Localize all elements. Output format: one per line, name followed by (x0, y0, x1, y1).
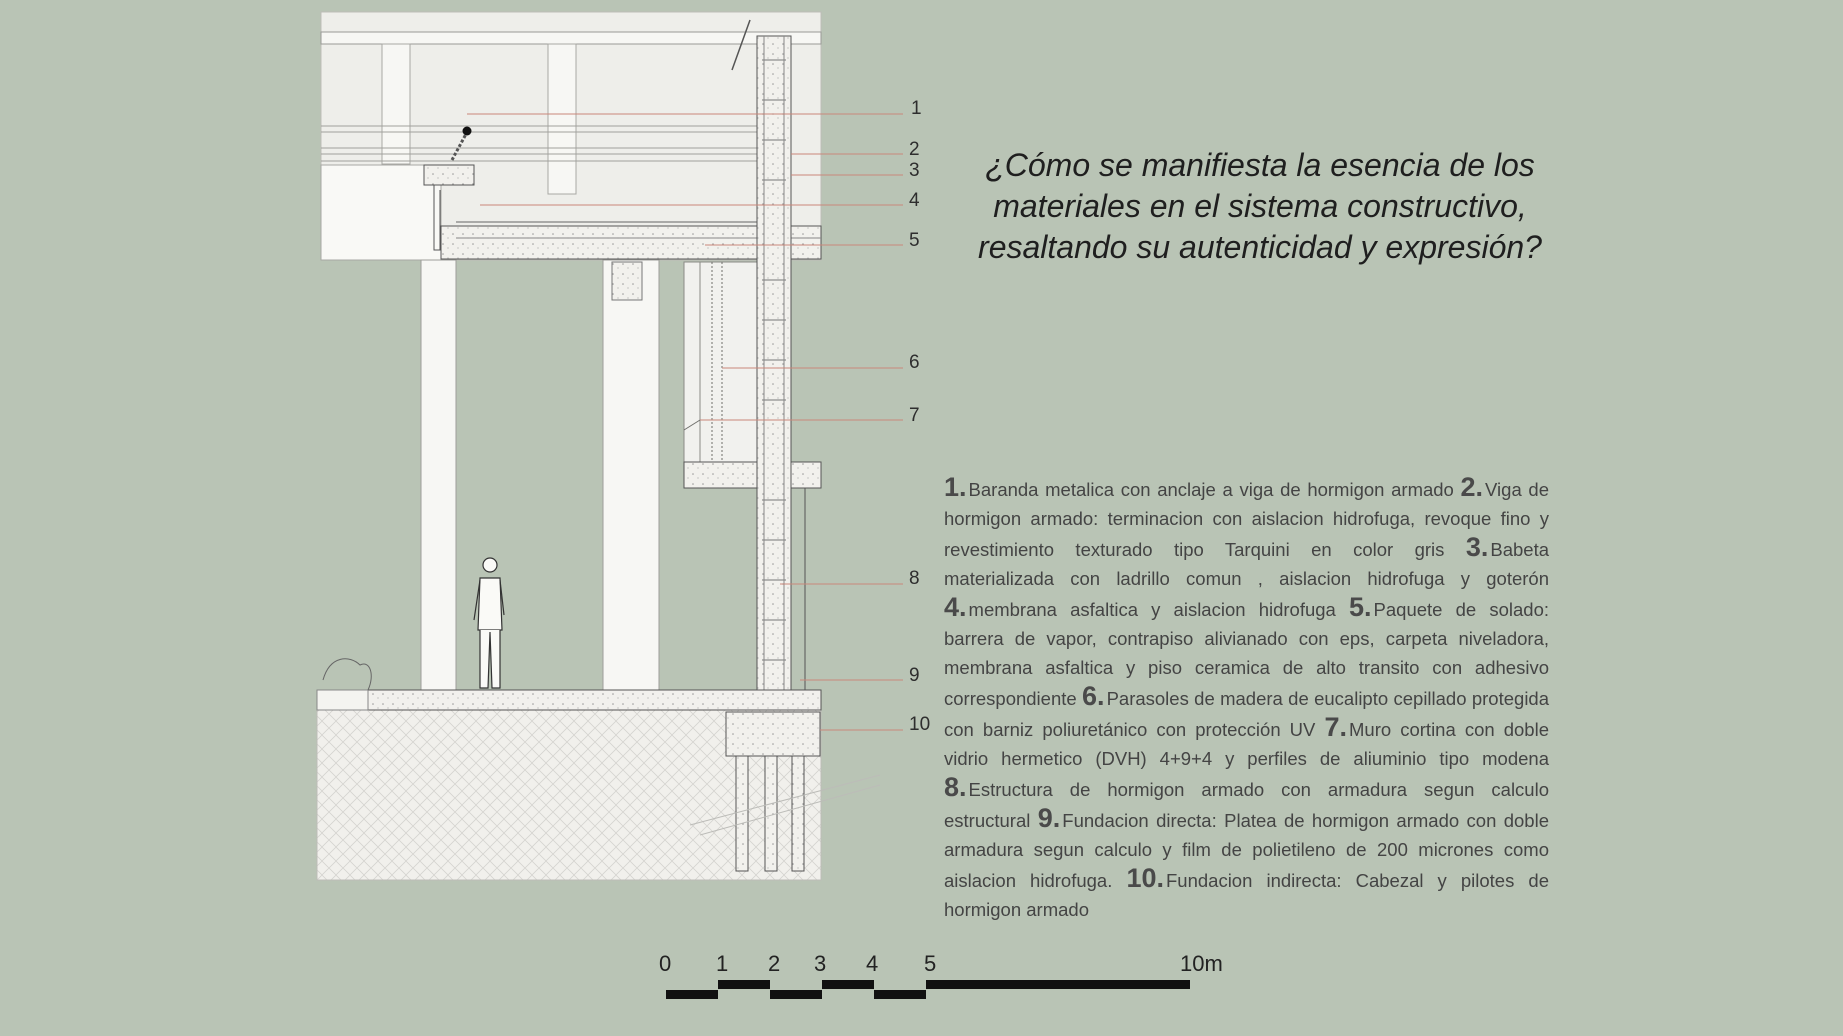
scale-label-4: 4 (866, 951, 879, 976)
legend-text-2: Viga de hormigon armado: terminacion con aislacion hidrofuga, revoque fino y revestimiento texturado tipo Tarquini en color gris (944, 479, 1549, 560)
scale-label-2: 2 (768, 951, 781, 976)
callout-10: 10 (909, 714, 931, 735)
legend-num-5: 5. (1349, 592, 1372, 622)
callout-2: 2 (909, 139, 920, 160)
legend-text-7: Muro cortina con doble vidrio hermetico (DVH) 4+9+4 y perfiles de aliuminio tipo modena (944, 719, 1549, 769)
callout-4: 4 (909, 190, 920, 211)
columns (421, 260, 659, 690)
scale-label-1: 1 (716, 951, 729, 976)
legend-text (944, 473, 1549, 924)
scale-label-3: 3 (814, 951, 827, 976)
scale-label-5: 5 (924, 951, 937, 976)
legend-text-4: membrana asfaltica y aislacion hidrofuga (968, 599, 1336, 620)
heading-question: ¿Cómo se manifiesta la esencia de los materiales en el sistema constructivo, resaltando su autenticidad y expresión? (978, 147, 1542, 265)
legend-text-5: Paquete de solado: barrera de vapor, contrapiso alivianado con eps, carpeta niveladora, membrana asfaltica y piso ceramica de alto transito con adhesivo correspondiente (944, 599, 1550, 709)
callout-6: 6 (909, 352, 920, 373)
upper-structure (321, 12, 821, 260)
callout-5: 5 (909, 230, 920, 251)
human-figure (474, 558, 504, 688)
legend-num-2: 2. (1460, 472, 1484, 502)
shrub-outline (323, 659, 371, 690)
callout-7: 7 (909, 405, 920, 426)
callout-8: 8 (909, 568, 920, 589)
legend-text-3: Babeta materializada con ladrillo comun , aislacion hidrofuga y goterón (944, 539, 1549, 589)
callout-9: 9 (909, 665, 920, 686)
legend-num-1: 1. (944, 472, 967, 502)
scale-label-10m: 10m (1180, 951, 1223, 976)
legend-num-3: 3. (1465, 532, 1489, 562)
callout-1: 1 (911, 98, 922, 119)
legend-num-6: 6. (1082, 681, 1105, 711)
scale-label-0: 0 (659, 951, 672, 976)
legend-text-8: Estructura de hormigon armado con armadura segun calculo estructural (944, 779, 1549, 831)
legend-num-8: 8. (944, 772, 967, 802)
legend-num-9: 9. (1037, 803, 1061, 833)
scale-bar (666, 980, 1190, 999)
callout-3: 3 (909, 160, 920, 181)
legend-num-10: 10. (1126, 863, 1164, 893)
legend-text-1: Baranda metalica con anclaje a viga de hormigon armado (968, 479, 1454, 500)
legend-text-6: Parasoles de madera de eucalipto cepillado protegida con barniz poliuretánico con protección UV (944, 688, 1550, 740)
legend-text-10: Fundacion indirecta: Cabezal y pilotes de hormigon armado (944, 870, 1549, 920)
legend-num-7: 7. (1324, 712, 1347, 742)
legend-text-9: Fundacion directa: Platea de hormigon armado con doble armadura segun calculo y film de polietileno de 200 micrones como aislacion hidrofuga. (944, 810, 1549, 891)
foundation (317, 690, 880, 880)
curtain-wall (684, 262, 821, 488)
legend-num-4: 4. (944, 592, 967, 622)
